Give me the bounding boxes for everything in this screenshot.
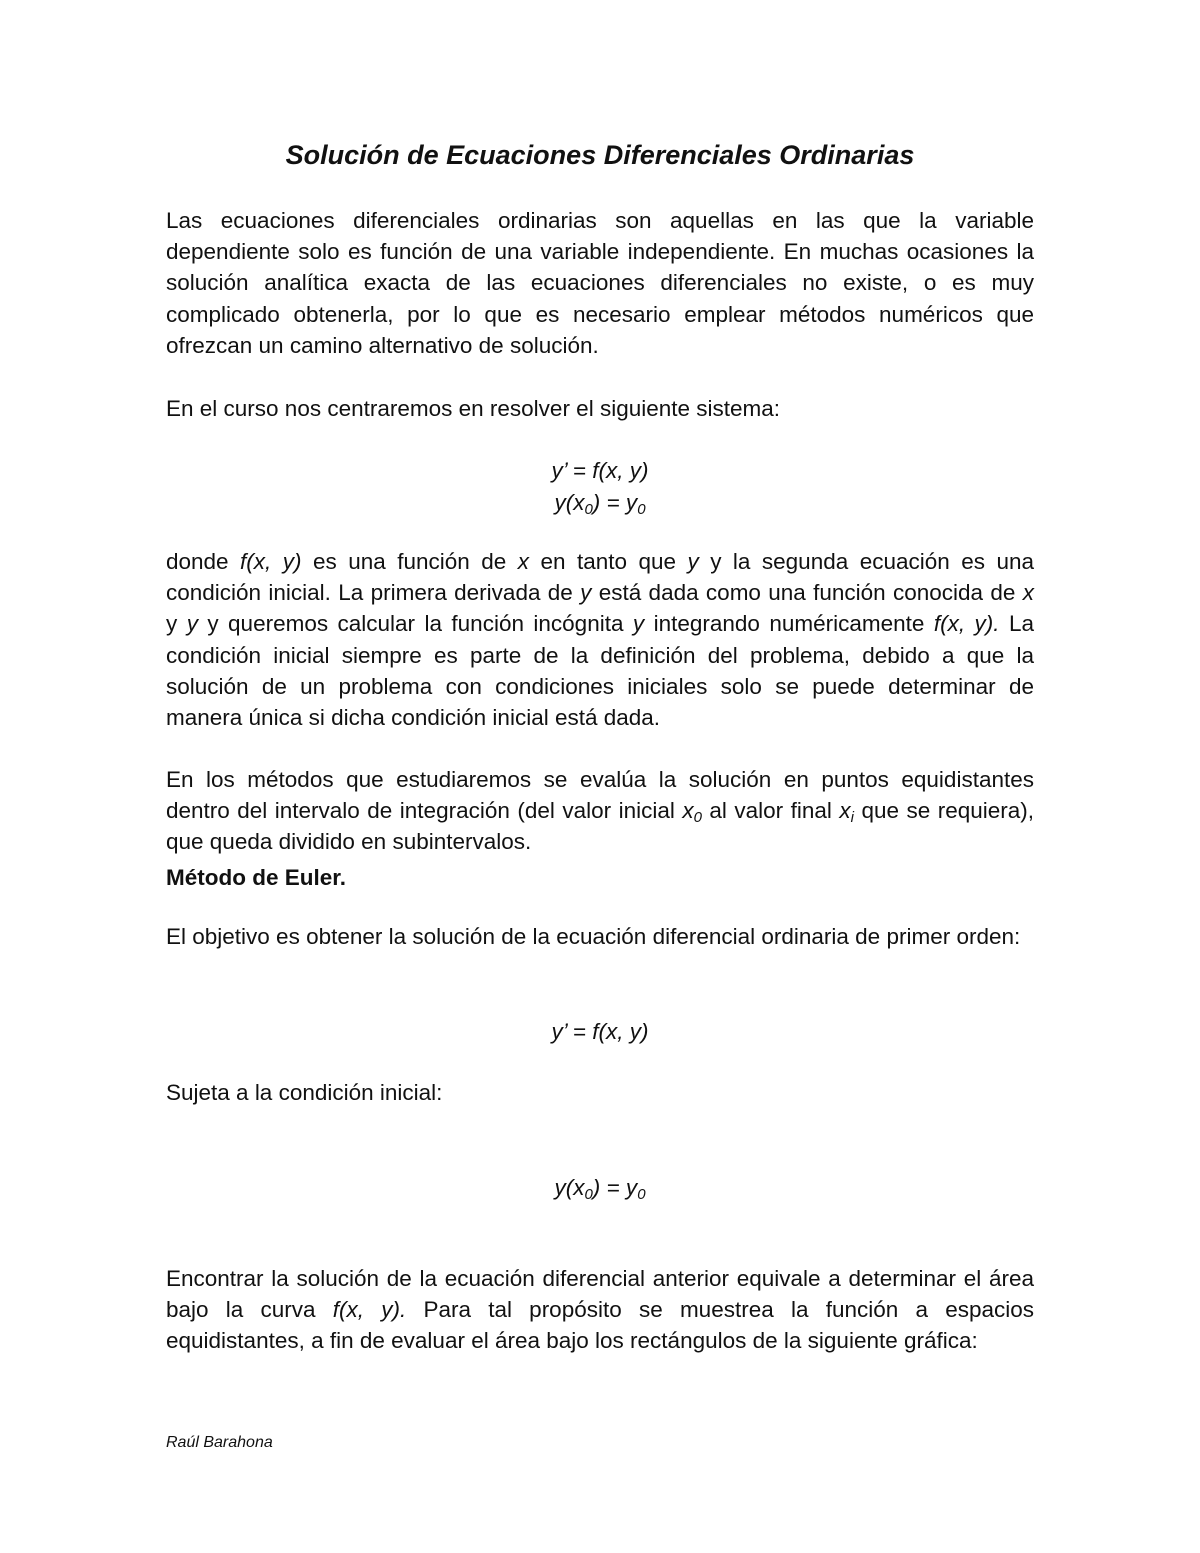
- encontrar-paragraph: Encontrar la solución de la ecuación diferencial anterior equivale a determinar el área bajo la curva f(x, y). Para tal propósito se muestrea la función a espacios equidistantes, a fin de evaluar el área bajo los rectángulos de la siguiente gráfica:: [166, 1266, 1035, 1354]
- euler-sujeta: Sujeta a la condición inicial:: [166, 1080, 443, 1105]
- footer-author: Raúl Barahona: [166, 1434, 273, 1451]
- euler-objective: El objetivo es obtener la solución de la ecuación diferencial ordinaria de primer orden:: [166, 924, 1021, 949]
- euler-initial-condition: $y(x_0) = y_0$: [554, 1175, 646, 1203]
- equation-ode: y’ = f(x, y): [551, 458, 649, 483]
- donde-paragraph: donde f(x, y) es una función de x en tanto que y y la segunda ecuación es una condición inicial. La primera derivada de y está dada como una función conocida de x y y y queremos calcular la función incógnita y integrando numéricamente f(x, y). La condición inicial siempre es parte de la definición del problema, debido a que la solución de un problema con condiciones iniciales solo se puede determinar de manera única si dicha condición inicial está dada.: [166, 549, 1035, 731]
- equation-initial-condition: $y(x_0) = y_0$: [554, 490, 646, 518]
- intro-paragraph: Las ecuaciones diferenciales ordinarias son aquellas en las que la variable dependiente solo es función de una variable independiente. En muchas ocasiones la solución analítica exacta de las ecuaciones diferenciales no existe, o es muy complicado obtenerla, por lo que es necesario emplear métodos numéricos que ofrezcan un camino alternativo de solución.: [166, 208, 1034, 358]
- course-line: En el curso nos centraremos en resolver el siguiente sistema:: [166, 396, 781, 421]
- euler-equation: y’ = f(x, y): [551, 1019, 649, 1044]
- page-title: Solución de Ecuaciones Diferenciales Ordinarias: [285, 140, 915, 170]
- metodos-paragraph: En los métodos que estudiaremos se evalúa la solución en puntos equidistantes dentro del intervalo de integración (del valor inicial $x_0$ al valor final $x_i$ que se requiera), que queda dividido en subintervalos.: [166, 767, 1034, 855]
- euler-heading: Método de Euler.: [166, 865, 347, 890]
